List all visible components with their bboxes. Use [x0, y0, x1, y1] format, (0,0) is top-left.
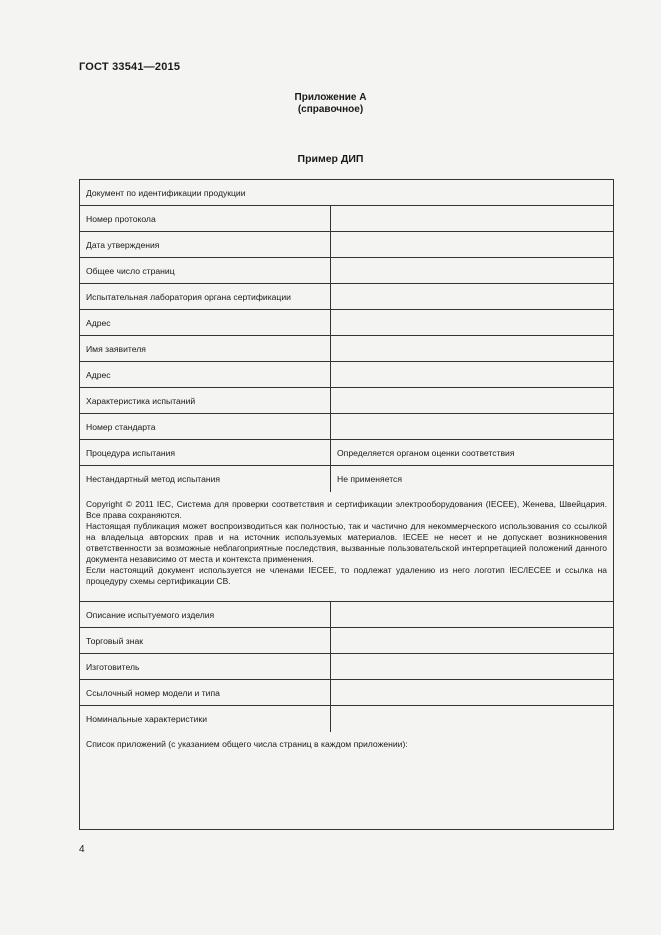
form-row: [80, 706, 613, 732]
field-label: Торговый знак: [80, 628, 331, 653]
field-value: [331, 232, 613, 257]
form-row: [80, 440, 613, 466]
field-value: [331, 654, 613, 679]
field-value: [331, 362, 613, 387]
copyright-paragraph: Если настоящий документ используется не членами IECEE, то подлежат удалению из него логотип IEC/IECEE и ссылка на процедуру схемы сертификации СВ.: [86, 565, 607, 586]
field-value: [331, 628, 613, 653]
field-label: Номер стандарта: [80, 414, 331, 439]
field-label: Описание испытуемого изделия: [80, 602, 331, 627]
field-value: [331, 388, 613, 413]
section-title: Пример ДИП: [297, 153, 364, 165]
field-value: [331, 310, 613, 335]
form-row: [80, 232, 613, 258]
form-row: [80, 602, 613, 628]
copyright-paragraph: Настоящая публикация может воспроизводиться как полностью, так и частично для некоммерческого использования со ссылкой на владельца авторских прав и на источник используемых материалов. IECEE не несет и не допускает возникновения ответственности за возможные неблагоприятные последствия, вызванные пользовательской интерпретацией положений данного документа независимо от места и контекста применения.: [86, 521, 607, 564]
form-row: [80, 284, 613, 310]
form-row: [80, 362, 613, 388]
form-row: [80, 414, 613, 440]
field-label: Изготовитель: [80, 654, 331, 679]
form-row: [80, 680, 613, 706]
field-label: Испытательная лаборатория органа сертификации: [80, 284, 331, 309]
field-value: [331, 284, 613, 309]
form-row: [80, 258, 613, 284]
field-value: [331, 706, 613, 732]
form-rows-group-b: [80, 602, 613, 732]
attachments-row: [80, 732, 613, 829]
form-header-cell: Документ по идентификации продукции: [86, 187, 246, 198]
form-row: [80, 466, 613, 492]
document-code: ГОСТ 33541—2015: [79, 61, 181, 73]
field-label: Процедура испытания: [80, 440, 331, 465]
field-value: Определяется органом оценки соответствия: [337, 447, 515, 458]
field-label: Дата утверждения: [80, 232, 331, 257]
field-label: Нестандартный метод испытания: [80, 466, 331, 492]
appendix-heading: [0, 92, 661, 116]
field-label: Характеристика испытаний: [80, 388, 331, 413]
field-value: [331, 206, 613, 231]
field-value: Не применяется: [337, 474, 402, 484]
form-row: [80, 654, 613, 680]
form-row: [80, 206, 613, 232]
field-value: [331, 336, 613, 361]
form-row: [80, 628, 613, 654]
copyright-notice: [80, 492, 613, 602]
field-label: Адрес: [80, 310, 331, 335]
field-label: Номер протокола: [80, 206, 331, 231]
field-label: Номинальные характеристики: [80, 706, 331, 732]
field-label: Ссылочный номер модели и типа: [80, 680, 331, 705]
field-label: Общее число страниц: [80, 258, 331, 283]
field-value: [331, 602, 613, 627]
appendix-title: Приложение А: [294, 92, 367, 103]
dip-form-table: [79, 179, 614, 830]
form-row: [80, 310, 613, 336]
form-header-row: [80, 180, 613, 206]
field-value: [331, 680, 613, 705]
form-rows-group-a: [80, 206, 613, 492]
field-label: Адрес: [80, 362, 331, 387]
form-row: [80, 388, 613, 414]
appendix-note: (справочное): [297, 104, 364, 115]
field-value: [331, 258, 613, 283]
page-number: 4: [79, 844, 85, 855]
field-label: Имя заявителя: [80, 336, 331, 361]
field-value: [331, 414, 613, 439]
attachments-label: Список приложений (с указанием общего числа страниц в каждом приложении):: [86, 739, 408, 749]
copyright-paragraph: Copyright © 2011 IEC, Система для проверки соответствия и сертификации электрооборудования (IECEE), Женева, Швейцария. Все права сохраняются.: [86, 499, 607, 520]
form-row: [80, 336, 613, 362]
